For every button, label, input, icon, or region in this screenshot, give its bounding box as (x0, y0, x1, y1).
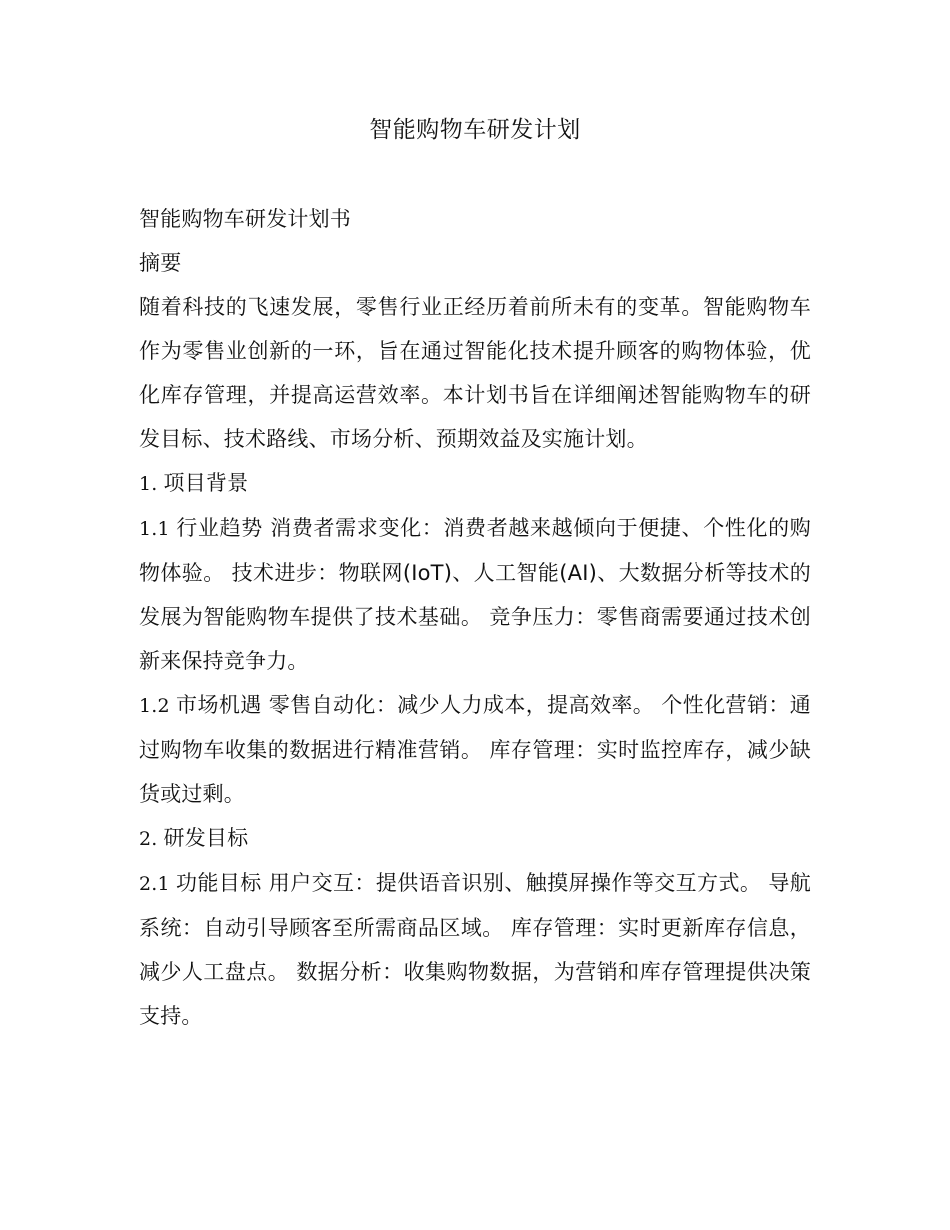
subsection-number: 1.1 (139, 518, 170, 540)
subsection-market-opportunities (139, 683, 811, 816)
paragraph-abstract-body (139, 285, 811, 461)
paragraph-text: 智能购物车研发计划书 (139, 207, 351, 231)
subsection-industry-trends (139, 506, 811, 683)
section-heading-rd-goals (139, 816, 811, 861)
paragraph-text: 摘要 (139, 251, 182, 275)
document-title: 智能购物车研发计划 (369, 117, 581, 143)
section-heading-project-background (139, 461, 811, 506)
paragraph-text: 随着科技的飞速发展，零售行业正经历着前所未有的变革。智能购物车作为零售业创新的一环，旨在通过智能化技术提升顾客的购物体验，优化库存管理，并提高运营效率。本计划书旨在详细阐述智能购物车的研发目标、技术路线、市场分析、预期效益及实施计划。 (139, 295, 811, 451)
paragraph-abstract-heading (139, 241, 811, 285)
section-number: 1. (139, 473, 158, 495)
paragraph-text: 行业趋势 消费者需求变化：消费者越来越倾向于便捷、个性化的购物体验。 技术进步：物联网(IoT)、人工智能(AI)、大数据分析等技术的发展为智能购物车提供了技术基础。 竞争压力：零售商需要通过技术创新来保持竞争力。 (139, 516, 811, 673)
paragraph-text: 市场机遇 零售自动化：减少人力成本，提高效率。 个性化营销：通过购物车收集的数据进行精准营销。 库存管理：实时监控库存，减少缺货或过剩。 (139, 693, 811, 806)
paragraph-subtitle (139, 197, 811, 241)
document-body (139, 197, 811, 1038)
subsection-number: 1.2 (139, 695, 170, 717)
paragraph-text: 功能目标 用户交互：提供语音识别、触摸屏操作等交互方式。 导航系统：自动引导顾客至所需商品区域。 库存管理：实时更新库存信息，减少人工盘点。 数据分析：收集购物数据，为营销和库存管理提供决策支持。 (139, 871, 811, 1028)
subsection-functional-goals (139, 861, 811, 1038)
subsection-number: 2.1 (139, 873, 170, 895)
section-number: 2. (139, 828, 158, 850)
section-heading-text: 项目背景 (163, 471, 249, 495)
section-heading-text: 研发目标 (163, 826, 249, 850)
